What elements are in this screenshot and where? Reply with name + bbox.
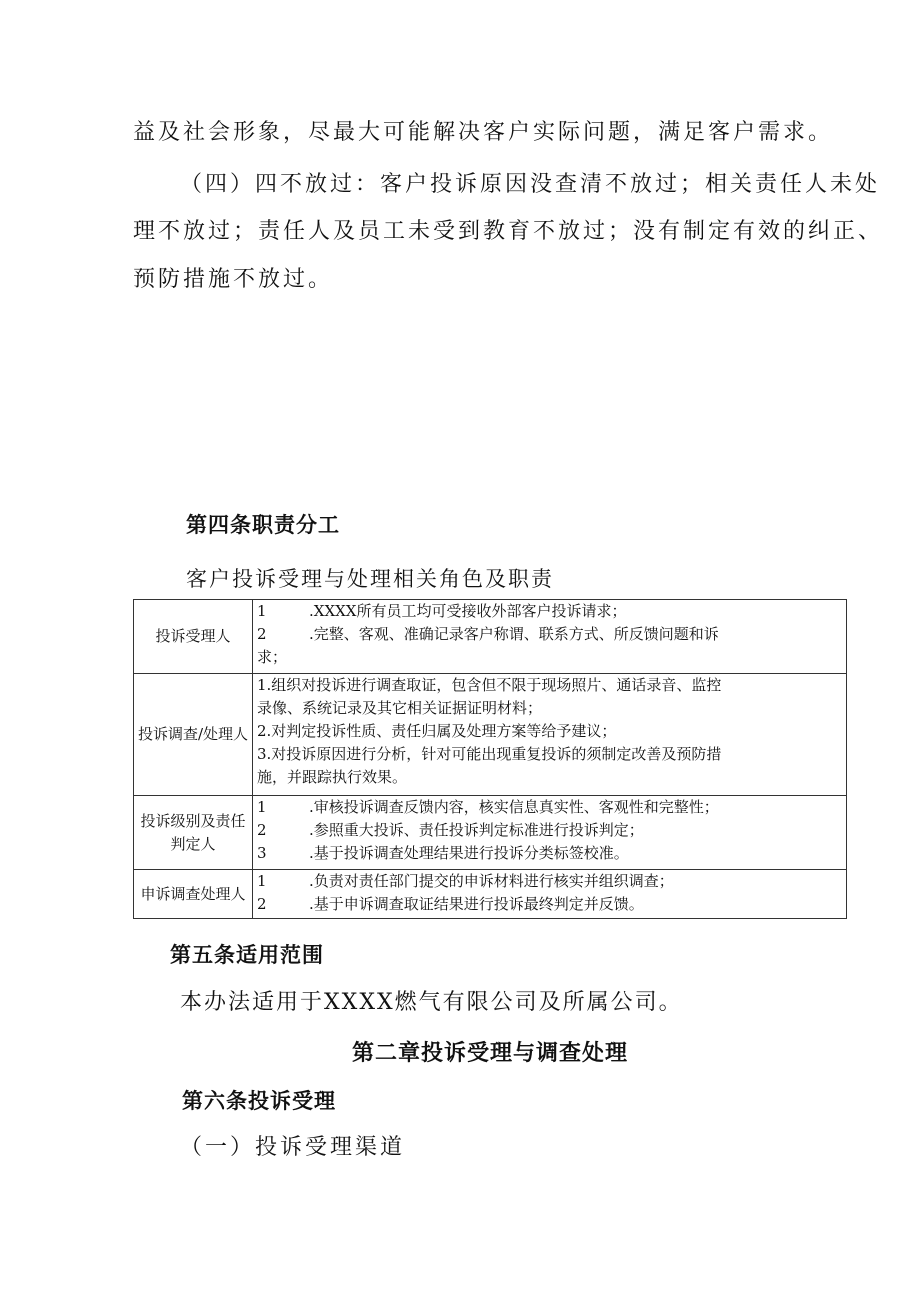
paragraph-line: 预防措施不放过。 [133, 267, 334, 292]
duty-item [257, 870, 842, 893]
item-text: .负责对责任部门提交的申诉材料进行核实并组织调查； [309, 872, 674, 890]
item-text: .基于申诉调查取证结果进行投诉最终判定并反馈。 [309, 895, 644, 913]
role-cell: 申诉调查处理人 [134, 870, 253, 919]
paragraph-line: 益及社会形象，尽最大可能解决客户实际问题，满足客户需求。 [133, 120, 834, 145]
table-caption: 客户投诉受理与处理相关角色及职责 [186, 567, 554, 591]
duty-item [257, 819, 842, 842]
table-row [134, 600, 847, 674]
duty-item [257, 796, 842, 819]
article-5-heading: 第五条适用范围 [170, 943, 324, 967]
item-text-continued: 求； [257, 648, 288, 666]
paragraph-line: 理不放过；责任人及员工未受到教育不放过；没有制定有效的纠正、 [133, 219, 884, 244]
item-number: 2 [257, 821, 267, 839]
item-number: 1 [257, 872, 267, 890]
responsibility-table [133, 599, 847, 919]
item-number: 1 [257, 602, 267, 620]
item-text: .审核投诉调查反馈内容，核实信息真实性、客观性和完整性； [309, 798, 719, 816]
duty-cell [253, 796, 847, 870]
duty-cell [253, 600, 847, 674]
article-4-heading: 第四条职责分工 [186, 513, 340, 537]
duty-item [257, 600, 842, 623]
duty-item [257, 893, 842, 916]
chapter-2-heading: 第二章投诉受理与调查处理 [352, 1041, 629, 1066]
item-text-continued: 施，并跟踪执行效果。 [257, 768, 408, 786]
item-number: 3 [257, 844, 267, 862]
article-5-text: 本办法适用于XXXX燃气有限公司及所属公司。 [180, 990, 683, 1015]
article-6-heading: 第六条投诉受理 [182, 1089, 336, 1113]
item-text: .完整、客观、准确记录客户称谓、联系方式、所反馈问题和诉 [309, 625, 719, 643]
item-text: 3.对投诉原因进行分析，针对可能出现重复投诉的须制定改善及预防措 [257, 745, 722, 763]
item-text: 2.对判定投诉性质、责任归属及处理方案等给予建议； [257, 722, 617, 740]
role-cell: 投诉调查/处理人 [134, 674, 253, 796]
duty-item [257, 623, 842, 646]
item-number: 2 [257, 895, 267, 913]
item-text: .XXXX所有员工均可受接收外部客户投诉请求； [309, 602, 627, 620]
duty-item [257, 842, 842, 865]
subsection-title: （一）投诉受理渠道 [180, 1135, 406, 1160]
item-text: 1.组织对投诉进行调查取证，包含但不限于现场照片、通话录音、监控 [257, 676, 722, 694]
table-row [134, 870, 847, 919]
role-cell: 投诉级别及责任判定人 [134, 796, 253, 870]
role-cell: 投诉受理人 [134, 600, 253, 674]
item-number: 2 [257, 625, 267, 643]
table-row [134, 796, 847, 870]
table-row [134, 674, 847, 796]
item-text: .参照重大投诉、责任投诉判定标准进行投诉判定； [309, 821, 644, 839]
duty-cell [253, 674, 847, 796]
item-text-continued: 录像、系统记录及其它相关证据证明材料； [257, 699, 543, 717]
paragraph-line: （四）四不放过：客户投诉原因没查清不放过；相关责任人未处 [180, 172, 881, 197]
duty-cell [253, 870, 847, 919]
item-text: .基于投诉调查处理结果进行投诉分类标签校准。 [309, 844, 629, 862]
item-number: 1 [257, 798, 267, 816]
